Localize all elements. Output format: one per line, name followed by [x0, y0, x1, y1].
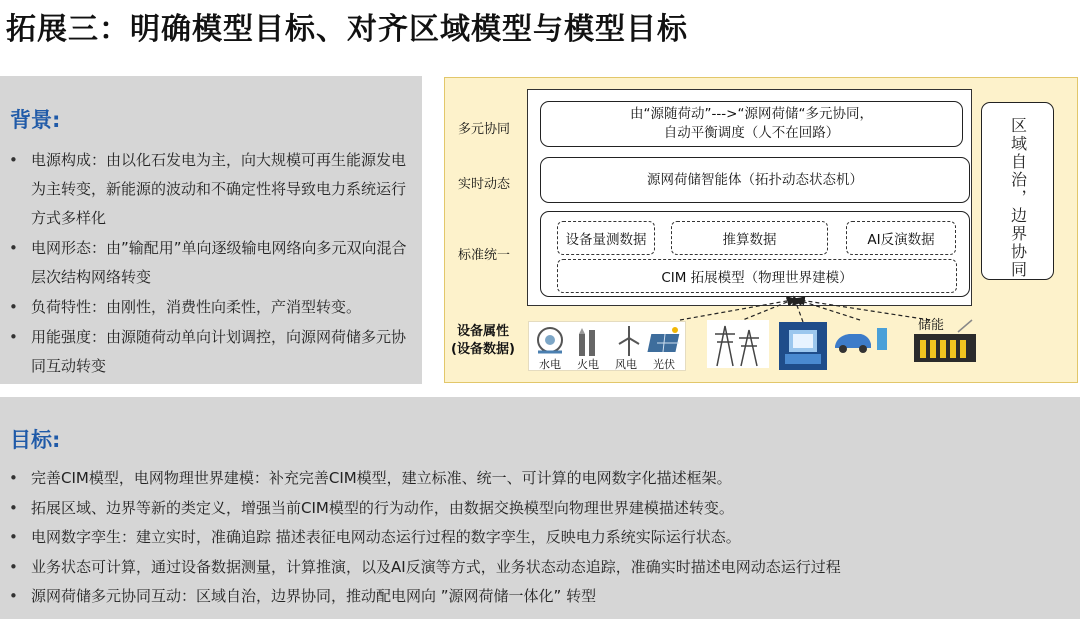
hydro-label: 水电	[539, 358, 561, 371]
background-heading: 背景:	[10, 108, 61, 132]
data-center-icon	[779, 322, 827, 370]
ev-art	[831, 322, 889, 356]
generation-icons-art	[529, 322, 687, 358]
arrow	[738, 300, 792, 322]
thermal-icon	[579, 328, 595, 356]
ev-charging-icon	[831, 322, 889, 356]
row-label-multi: 多元协同	[458, 122, 511, 137]
storage-art	[906, 314, 978, 366]
agent-box: 源网荷储智能体（拓扑动态状态机）	[540, 157, 970, 203]
cim-model-box: CIM 拓展模型（物理世界建模）	[557, 259, 957, 293]
tower-art	[707, 320, 769, 368]
goal-item: • 源网荷储多元协同互动：区域自治，边界协同，推动配电网向 ”源网荷储一体化” 转型	[4, 582, 1074, 612]
goal-item: • 电网数字孪生：建立实时，准确追踪 描述表征电网动态运行过程的数字孪生，反映电力系统实际运行状态。	[4, 523, 1074, 553]
wind-icon	[619, 326, 639, 356]
arrow	[798, 300, 860, 320]
region-autonomy-text: 区域自治，边界协同	[1008, 117, 1028, 279]
multi-collab-box: 由“源随荷动”--->“源网荷储“多元协同， 自动平衡调度（人不在回路）	[540, 101, 963, 147]
goal-item: • 拓展区域、边界等新的类定义，增强当前CIM模型的行为动作，由数据交换模型向物理世界建模描述转变。	[4, 494, 1074, 524]
data-center-art	[779, 322, 827, 370]
measure-data-box: 设备量测数据	[557, 221, 655, 255]
row-label-standard: 标准统一	[458, 248, 511, 263]
ai-data-box: AI反演数据	[846, 221, 956, 255]
device-attribute-label: 设备属性 (设备数据)	[451, 324, 515, 357]
goals-list	[4, 464, 1074, 612]
solar-icon	[647, 327, 679, 352]
row-label-realtime: 实时动态	[458, 177, 511, 192]
computed-data-box: 推算数据	[671, 221, 828, 255]
storage-label: 储能	[918, 318, 945, 333]
solar-label: 光伏	[653, 358, 675, 371]
arrow	[795, 300, 803, 322]
arrow	[680, 300, 792, 320]
goal-item: • 业务状态可计算，通过设备数据测量，计算推演，以及AI反演等方式，业务状态动态追踪，准确实时描述电网动态运行过程	[4, 553, 1074, 583]
goal-item: • 完善CIM模型，电网物理世界建模：补充完善CIM模型，建立标准、统一、可计算的电网数字化描述框架。	[4, 464, 1074, 494]
storage-icon	[906, 314, 978, 366]
background-item: • 电源构成：由以化石发电为主，向大规模可再生能源发电为主转变，新能源的波动和不确定性将导致电力系统运行方式多样化	[4, 146, 420, 233]
wind-label: 风电	[615, 358, 637, 371]
hydro-icon	[538, 328, 562, 352]
goals-heading: 目标:	[10, 428, 61, 452]
background-item: • 负荷特性：由刚性，消费性向柔性，产消型转变。	[4, 293, 420, 322]
transmission-tower-icon	[707, 320, 769, 368]
page-title: 拓展三：明确模型目标、对齐区域模型与模型目标	[6, 12, 688, 47]
background-item: • 用能强度：由源随荷动单向计划调控，向源网荷储多元协同互动转变	[4, 323, 420, 381]
generation-icons	[528, 321, 686, 371]
background-item: • 电网形态：由”输配用”单向逐级输电网络向多元双向混合层次结构网络转变	[4, 234, 420, 292]
thermal-label: 火电	[577, 358, 599, 371]
